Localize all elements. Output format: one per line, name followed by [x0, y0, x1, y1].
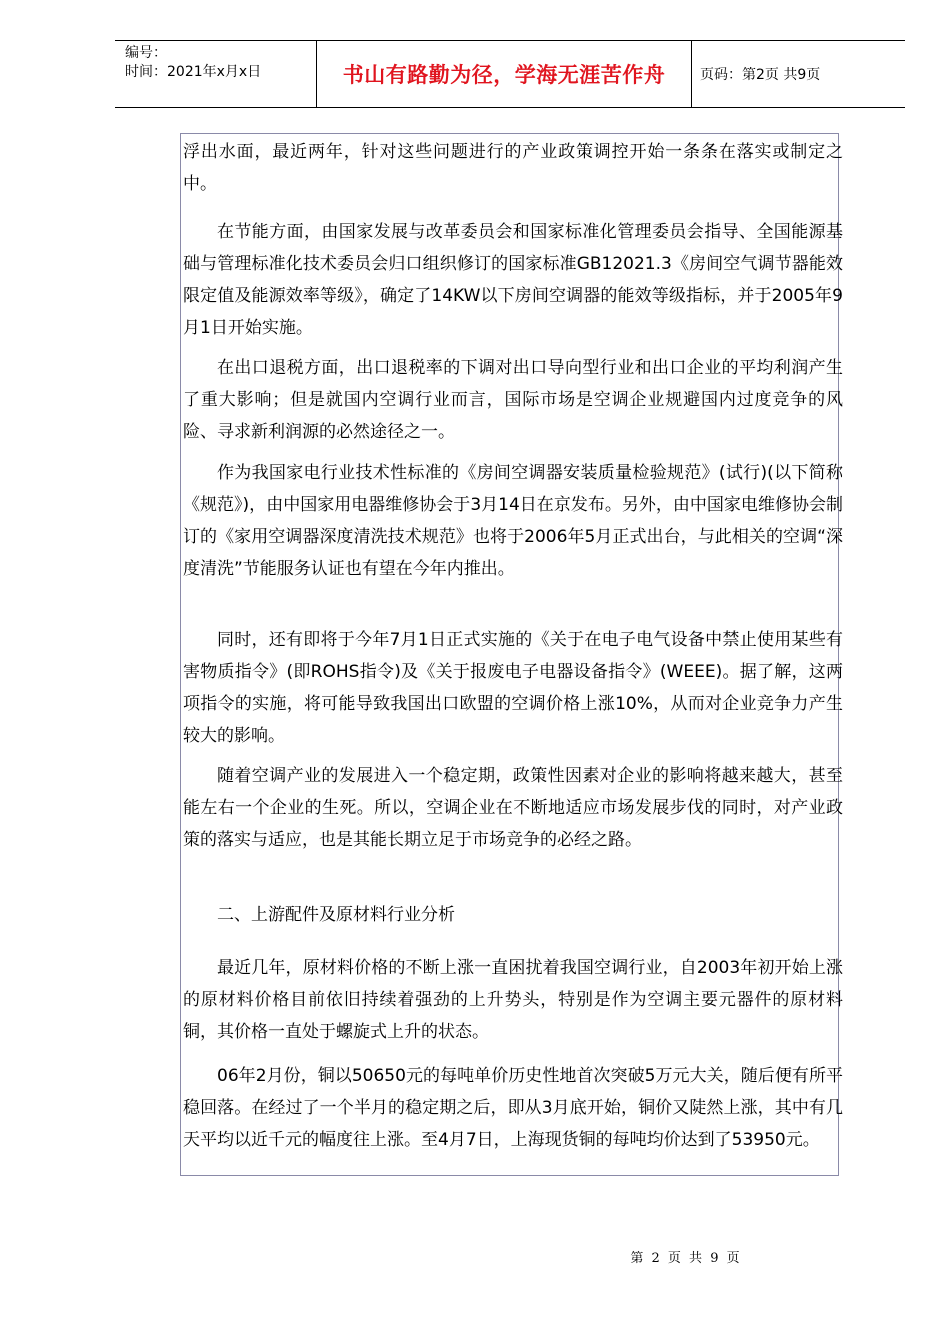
header-motto: 书山有路勤为径，学海无涯苦作舟	[316, 41, 692, 107]
paragraph-7: 最近几年，原材料价格的不断上涨一直困扰着我国空调行业，自2003年初开始上涨的原材料价格目前依旧持续着强劲的上升势头，特别是作为空调主要元器件的原材料铜，其价格一直处于螺旋式上升的状态。	[183, 958, 843, 1042]
header-page-info: 页码：第2页 共9页	[700, 67, 821, 83]
header-time-label: 时间：2021年x月x日	[125, 64, 262, 80]
paragraph-6: 随着空调产业的发展进入一个稳定期，政策性因素对企业的影响将越来越大，甚至能左右一个企业的生死。所以，空调企业在不断地适应市场发展步伐的同时，对产业政策的落实与适应，也是其能长期立足于市场竞争的必经之路。	[183, 766, 843, 850]
paragraph-3: 在出口退税方面，出口退税率的下调对出口导向型行业和出口企业的平均利润产生了重大影响；但是就国内空调行业而言，国际市场是空调企业规避国内过度竞争的风险、寻求新利润源的必然途径之一。	[183, 358, 843, 442]
paragraph-1: 浮出水面，最近两年，针对这些问题进行的产业政策调控开始一条条在落实或制定之中。	[183, 142, 843, 194]
paragraph-4: 作为我国家电行业技术性标准的《房间空调器安装质量检验规范》(试行)(以下简称《规范》)，由中国家用电器维修协会于3月14日在京发布。另外，由中国家电维修协会制订的《家用空调器深度清洗技术规范》也将于2006年5月正式出台，与此相关的空调“深度清洗”节能服务认证也有望在今年内推出。	[183, 463, 843, 579]
paragraph-8: 06年2月份，铜以50650元的每吨单价历史性地首次突破5万元大关，随后便有所平稳回落。在经过了一个半月的稳定期之后，即从3月底开始，铜价又陡然上涨，其中有几天平均以近千元的幅度往上涨。至4月7日，上海现货铜的每吨均价达到了53950元。	[183, 1066, 843, 1150]
header-number-label: 编号：	[125, 45, 167, 61]
header-meta	[125, 44, 315, 82]
page-footer: 第 2 页 共 9 页	[630, 1251, 740, 1266]
section-heading: 二、上游配件及原材料行业分析	[217, 905, 455, 925]
content-frame	[180, 133, 843, 1176]
page-header	[115, 40, 905, 108]
paragraph-2: 在节能方面，由国家发展与改革委员会和国家标准化管理委员会指导、全国能源基础与管理标准化技术委员会归口组织修订的国家标准GB12021.3《房间空气调节器能效限定值及能源效率等级》，确定了14KW以下房间空调器的能效等级指标，并于2005年9月1日开始实施。	[183, 222, 843, 338]
paragraph-5: 同时，还有即将于今年7月1日正式实施的《关于在电子电气设备中禁止使用某些有害物质指令》(即ROHS指令)及《关于报废电子电器设备指令》(WEEE)。据了解，这两项指令的实施，将可能导致我国出口欧盟的空调价格上涨10%，从而对企业竞争力产生较大的影响。	[183, 630, 843, 746]
